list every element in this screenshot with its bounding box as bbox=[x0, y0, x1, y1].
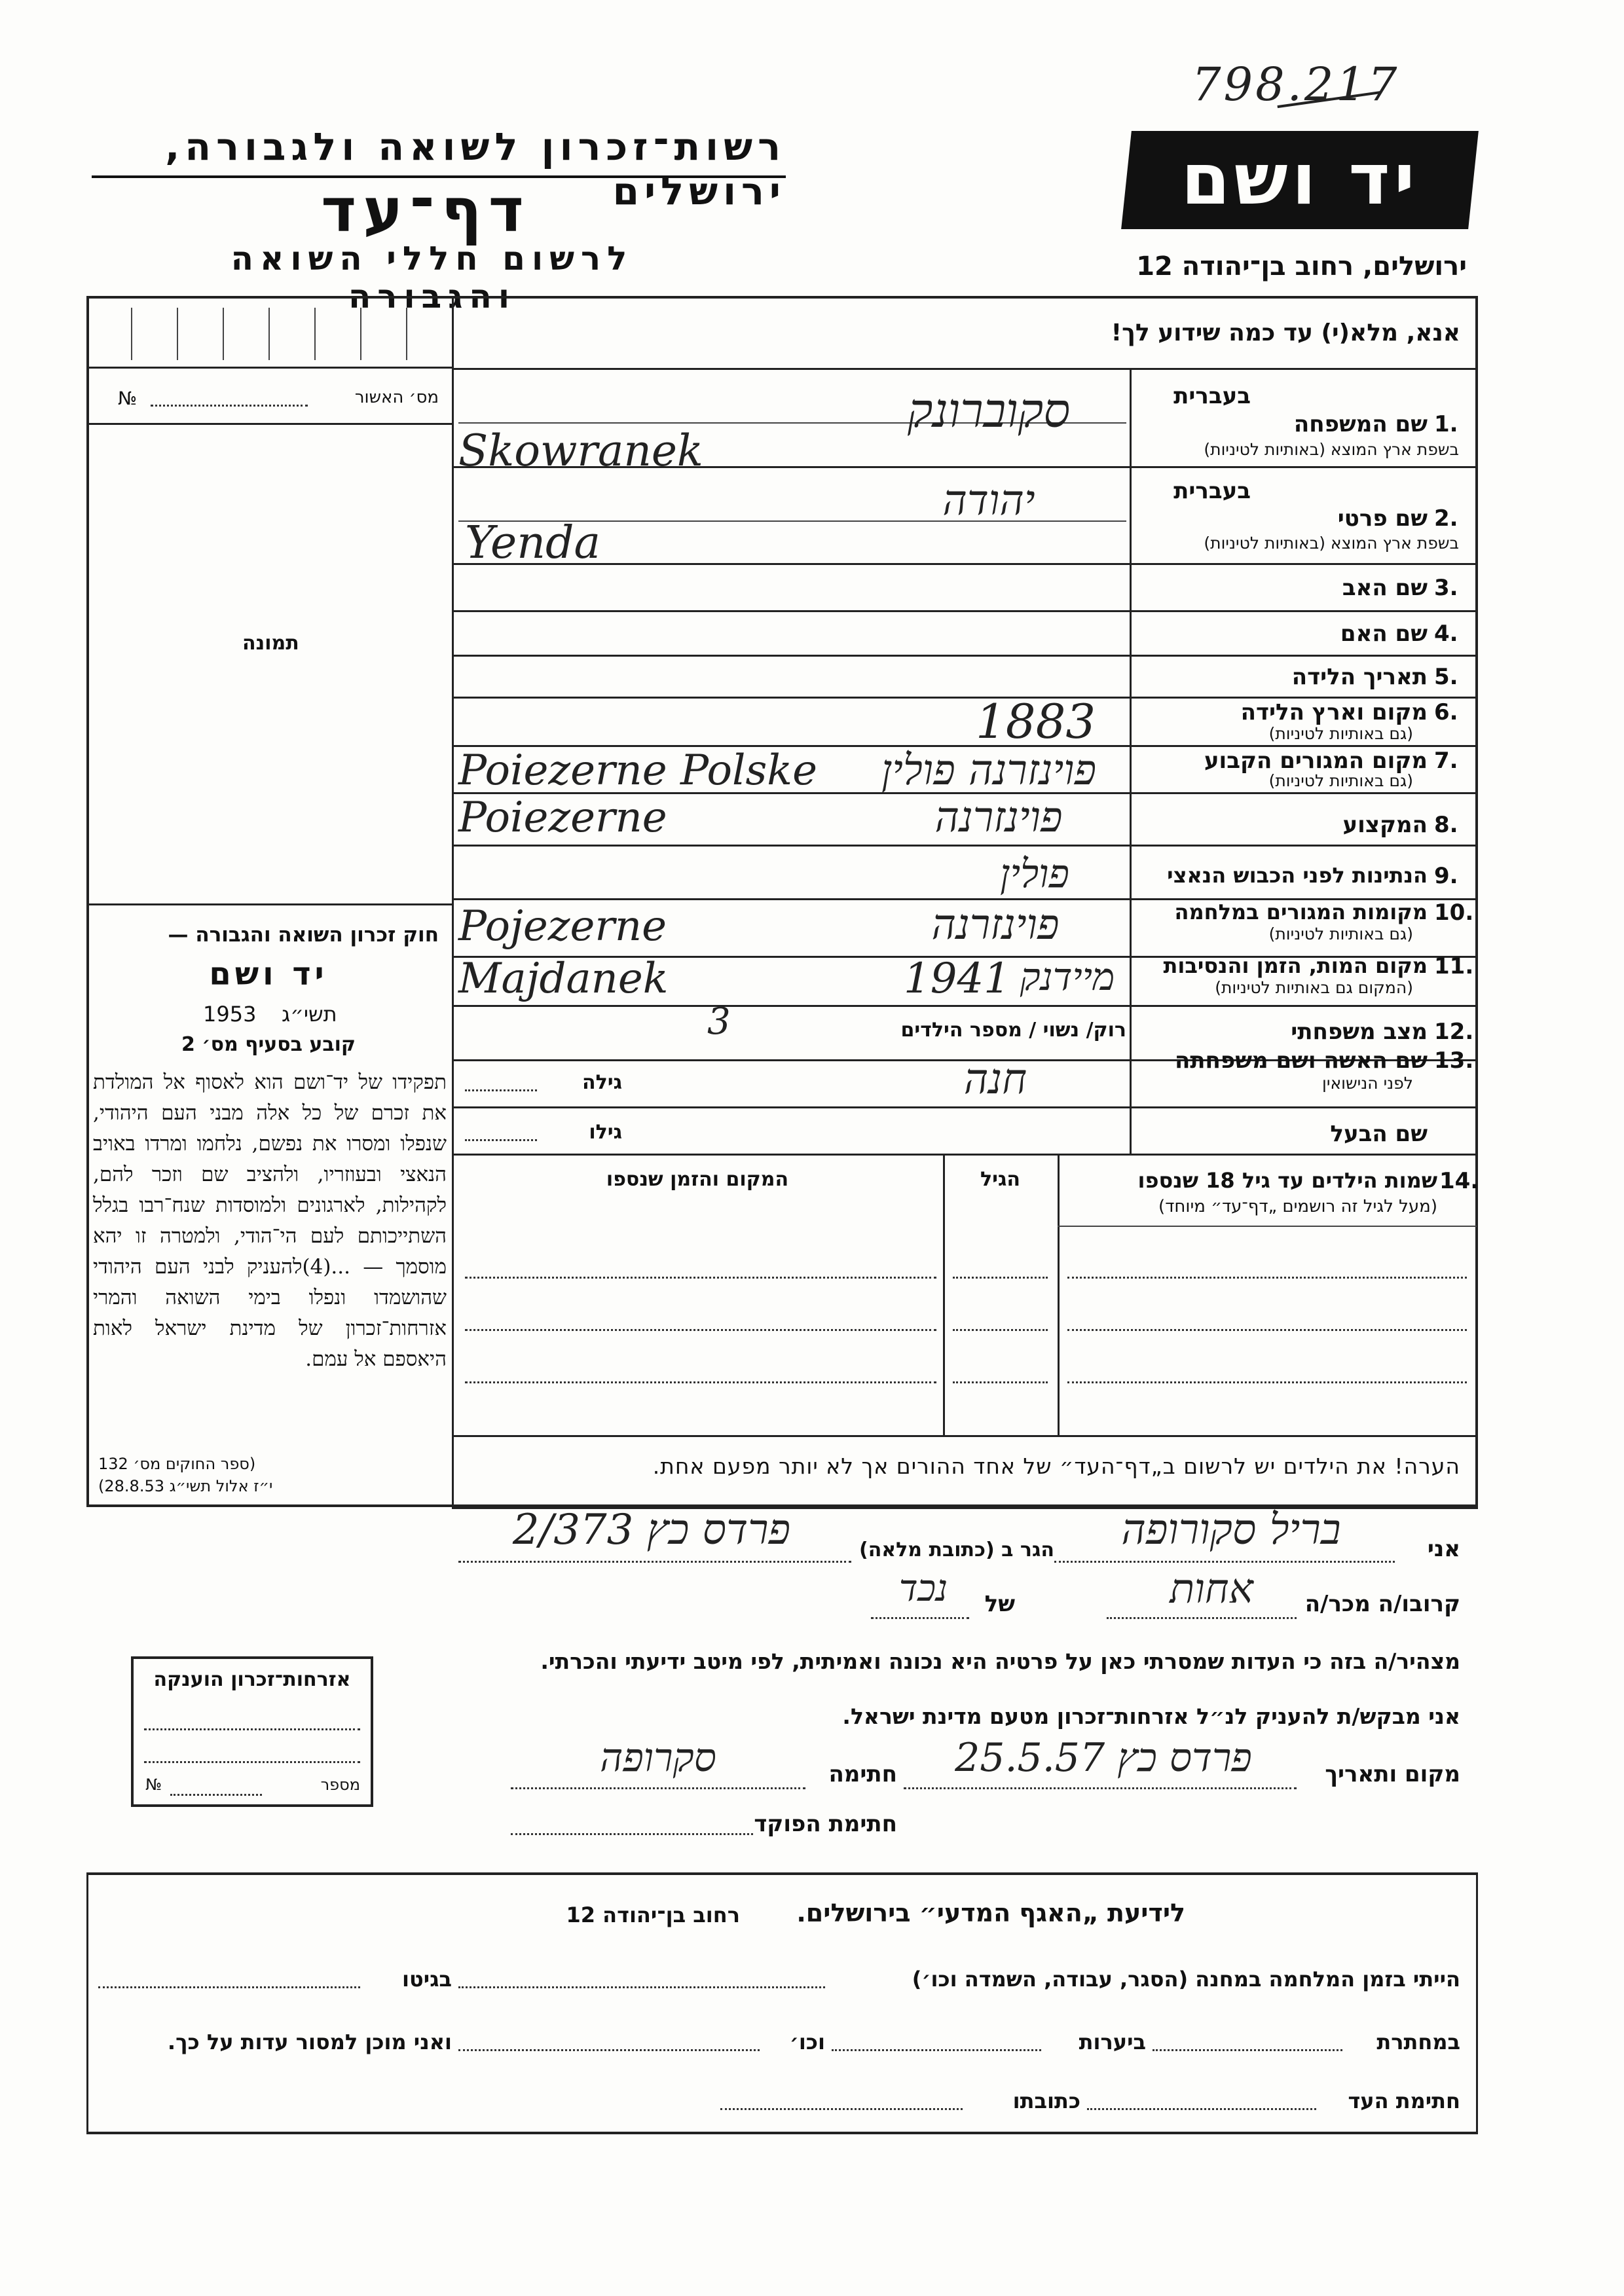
footer-line1-end: בגיטו bbox=[402, 1967, 452, 1992]
decl-relation[interactable]: אחות bbox=[1170, 1565, 1253, 1613]
logo-text: יד ושם bbox=[1181, 139, 1419, 221]
field-10-value-hebrew[interactable]: פוינזרנה bbox=[931, 901, 1060, 949]
citizenship-line-2[interactable] bbox=[144, 1761, 360, 1763]
footer-line2-end: ואני מוכן למסור עדות על כך. bbox=[167, 2030, 452, 2054]
field-1-note: בשפת ארץ המוצא (באותיות לטיניות) bbox=[1204, 440, 1459, 459]
field-10-label: מקומות המגורים במלחמה bbox=[1174, 900, 1428, 924]
form-subtitle: לרשום חללי השואה והגבורה bbox=[231, 240, 634, 316]
husband-age-label: גילו bbox=[589, 1121, 622, 1144]
footer-witness-address-field[interactable] bbox=[720, 2108, 963, 2110]
husband-label: שם הבעל bbox=[1330, 1121, 1428, 1147]
field-11-num: 11. bbox=[1434, 953, 1474, 979]
child-row-2-name[interactable] bbox=[1067, 1329, 1467, 1331]
field-4-num: 4. bbox=[1434, 621, 1458, 647]
remark: הערה! את הילדים יש לרשום ב„דף־העד״ של אחד ההורים אך לא יותר מפעם אחת. bbox=[652, 1453, 1460, 1479]
header-address: ירושלים, רחוב בן־יהודה 12 bbox=[1136, 251, 1467, 282]
decl-relative-label: קרובו/ה מכר/ה bbox=[1304, 1591, 1460, 1617]
footer-address: רחוב בן־יהודה 12 bbox=[566, 1903, 740, 1927]
decl-place-date[interactable]: פרדס כץ 25.5.57 bbox=[955, 1735, 1252, 1781]
field-1-value-hebrew[interactable]: סקוברונק bbox=[907, 383, 1071, 438]
field-10-value-latin[interactable]: Pojezerne bbox=[458, 902, 667, 951]
field-6-num: 6. bbox=[1434, 699, 1458, 725]
photo-label: תמונה bbox=[242, 632, 299, 655]
field-13-note: לפני הנישואין bbox=[1322, 1074, 1413, 1093]
children-col-place: המקום והזמן שנספו bbox=[606, 1168, 789, 1191]
field-2-note: בשפת ארץ המוצא (באותיות לטיניות) bbox=[1204, 534, 1459, 553]
child-row-1-age[interactable] bbox=[953, 1277, 1048, 1279]
field-9-num: 9. bbox=[1434, 863, 1458, 889]
decl-name[interactable]: בריל סקורופה bbox=[1121, 1506, 1341, 1554]
footer-line2-b: ביערות bbox=[1079, 2030, 1146, 2054]
field-6-note: (גם באותיות לטיניות) bbox=[1268, 724, 1413, 743]
field-13-age-field[interactable] bbox=[465, 1089, 537, 1091]
field-7-label: מקום המגורים הקבוע bbox=[1204, 748, 1428, 774]
field-4-label: שם האם bbox=[1340, 621, 1428, 647]
footer-forests-field[interactable] bbox=[832, 2049, 1041, 2051]
footer-line1-start: הייתי בזמן המלחמה במחנה (הסגר, עבודה, השמדה וכו׳) bbox=[912, 1967, 1460, 1992]
law-date: י״ז אלול תשי״ג 28.8.53) bbox=[98, 1477, 273, 1495]
field-8-num: 8. bbox=[1434, 812, 1458, 838]
children-note: (מעל לגיל זה רושמים „דף־עד״ מיוחד) bbox=[1158, 1197, 1437, 1216]
field-7-note: (גם באותיות לטיניות) bbox=[1268, 771, 1413, 790]
field-7-value-hebrew[interactable]: פוינזרנה פולין bbox=[881, 746, 1097, 795]
cert-number-field[interactable] bbox=[151, 405, 308, 407]
law-hebrew-year: תשי״ג bbox=[282, 1002, 337, 1027]
field-2-value-hebrew[interactable]: יהודה bbox=[942, 477, 1035, 525]
field-8-value-latin[interactable]: Poiezerne bbox=[458, 793, 667, 842]
footer-underground-field[interactable] bbox=[1153, 2049, 1342, 2051]
footer-line3-b: כתובתו bbox=[1012, 2088, 1080, 2113]
decl-relation-of[interactable]: נכד bbox=[898, 1567, 948, 1610]
children-num: 14. bbox=[1439, 1168, 1479, 1194]
footer-line2-a: במחתרת bbox=[1376, 2030, 1460, 2054]
decl-of-label: של bbox=[984, 1591, 1015, 1617]
field-12-num: 12. bbox=[1434, 1019, 1474, 1045]
field-1-label: שם המשפחה bbox=[1293, 411, 1428, 437]
decl-official-signature-label: חתימת הפוקד bbox=[754, 1811, 897, 1837]
footer-camp-field[interactable] bbox=[458, 1986, 825, 1988]
field-9-label: הנתינות לפני הכבוש הנאצי bbox=[1167, 863, 1428, 888]
children-label: שמות הילדים עד גיל 18 שנספו bbox=[1137, 1168, 1437, 1193]
footer-line2-c: וכו׳ bbox=[789, 2030, 825, 2054]
citizenship-number-field[interactable] bbox=[170, 1794, 262, 1796]
field-12-value[interactable]: 3 bbox=[707, 1000, 731, 1043]
children-col-age: הגיל bbox=[980, 1168, 1020, 1191]
child-row-2-age[interactable] bbox=[953, 1329, 1048, 1331]
law-title: חוק זכרון השואה והגבורה — bbox=[168, 923, 439, 947]
field-1-num: 1. bbox=[1434, 411, 1458, 437]
decl-i-label: אני bbox=[1427, 1536, 1460, 1562]
left-column-divider bbox=[452, 296, 454, 1507]
child-row-3-place[interactable] bbox=[465, 1381, 936, 1383]
footer-line3-a: חתימת העד bbox=[1348, 2088, 1460, 2113]
photo-area bbox=[92, 426, 451, 897]
form-title: דף־עד bbox=[321, 175, 530, 246]
field-3-num: 3. bbox=[1434, 575, 1458, 601]
field-1-heb-tag: בעברית bbox=[1173, 383, 1251, 409]
cert-no-label: № bbox=[118, 388, 138, 409]
footer-witness-signature-field[interactable] bbox=[1087, 2108, 1316, 2110]
decl-resides-label: הגר ב (כתובת מלאה) bbox=[858, 1539, 1054, 1561]
law-text: תפקידו של יד־ושם הוא לאסוף אל המולדת את זכרם של כל אלה מבני העם היהודי, שנפלו ומסרו את נפשם, נלחמו ומרדו באויב הנאצי ובעוזריו, ולהציב שם וזכר להם, לקהילות, לארגונים ולמוסדות שנח־רבו בגלל השתייכותם לעם הי־הודי, ולמטרה זו יהא מוסמך — ...(4)להעניק לבני העם היהודי שהושמדו ונפלו בימי השואה והמרי אזרחות־זכרון של מדינת ישראל לאות היאספם אל עמם. bbox=[93, 1070, 447, 1371]
decl-request: אני מבקש/ת להעניק לנ״ל אזרחות־זכרון מטעם מדינת ישראל. bbox=[842, 1704, 1460, 1729]
citizenship-no-label: № bbox=[145, 1776, 162, 1794]
field-11-label: מקום המות, הזמן והנסיבות bbox=[1163, 953, 1428, 978]
field-2-num: 2. bbox=[1434, 505, 1458, 532]
footer-title: לידיעת „האגף המדעי״ בירושלים. bbox=[796, 1899, 1185, 1927]
field-11-value-year[interactable]: 1941 bbox=[904, 955, 1010, 1003]
child-row-3-name[interactable] bbox=[1067, 1381, 1467, 1383]
field-1-value-latin[interactable]: Skowranek bbox=[458, 426, 703, 476]
field-12-label: מצב משפחתי bbox=[1291, 1019, 1428, 1045]
field-6-value[interactable]: 1883 bbox=[976, 694, 1096, 749]
field-7-value-latin[interactable]: Poiezerne Polske bbox=[458, 746, 817, 795]
field-5-value[interactable] bbox=[458, 659, 1126, 694]
archive-number: 798.217 bbox=[1192, 58, 1400, 111]
org-name: רשות־זכרון לשואה ולגבורה, ירושלים bbox=[165, 124, 786, 213]
field-7-num: 7. bbox=[1434, 748, 1458, 774]
field-2-label: שם פרטי bbox=[1337, 505, 1428, 532]
field-2-value-latin[interactable]: Yenda bbox=[465, 517, 601, 569]
law-clause: קובע בסעיף מס׳ 2 bbox=[181, 1033, 356, 1056]
child-row-1-place[interactable] bbox=[465, 1277, 936, 1279]
decl-signature-label: חתימה bbox=[828, 1761, 897, 1787]
decl-official-signature-field[interactable] bbox=[511, 1833, 753, 1835]
field-6-label: מקום וארץ הלידה bbox=[1240, 699, 1428, 725]
cert-label: מס׳ האשור bbox=[354, 388, 439, 407]
child-row-3-age[interactable] bbox=[953, 1381, 1048, 1383]
decl-address[interactable]: פרדס כץ 2/373 bbox=[512, 1506, 791, 1554]
field-11-value-hebrew[interactable]: מיידנק bbox=[1020, 955, 1115, 999]
field-3-label: שם האב bbox=[1342, 575, 1428, 601]
decl-signature[interactable]: סקרופה bbox=[600, 1735, 716, 1781]
decl-place-date-label: מקום ותאריך bbox=[1325, 1761, 1460, 1787]
field-13-label: שם האשה ושם משפחתה bbox=[1174, 1048, 1428, 1074]
field-13-age-label: גילה bbox=[582, 1071, 622, 1094]
law-ref: (ספר החוקים מס׳ 132 bbox=[98, 1455, 256, 1473]
decl-statement: מצהיר/ה בזה כי העדות שמסרתי כאן על פרטיה היא נכונה ואמיתית, לפי מיטב ידיעתי והכרתי. bbox=[540, 1649, 1460, 1674]
law-year: 1953 bbox=[203, 1002, 257, 1027]
field-8-label: המקצוע bbox=[1342, 812, 1428, 838]
instructions: אנא, מלא(י) עד כמה שידוע לך! bbox=[1111, 319, 1460, 346]
field-13-num: 13. bbox=[1434, 1048, 1474, 1074]
field-9-value[interactable]: פולין bbox=[1000, 851, 1069, 897]
footer-etc-field[interactable] bbox=[458, 2049, 760, 2051]
child-row-2-place[interactable] bbox=[465, 1329, 936, 1331]
footer-ghetto-field[interactable] bbox=[98, 1986, 360, 1988]
field-3-value[interactable] bbox=[458, 570, 1126, 608]
citizenship-number-label: מספר bbox=[320, 1776, 360, 1794]
label-column-divider bbox=[1130, 368, 1132, 1154]
field-2-heb-tag: בעברית bbox=[1173, 478, 1251, 504]
law-logo: יד ושם bbox=[209, 956, 328, 993]
citizenship-title: אזרחות־זכרון הוענקה bbox=[153, 1668, 351, 1691]
field-10-num: 10. bbox=[1434, 900, 1474, 926]
field-8-value-hebrew[interactable]: פוינזרנה bbox=[934, 793, 1063, 842]
husband-age-field[interactable] bbox=[465, 1139, 537, 1141]
field-11-value-latin[interactable]: Majdanek bbox=[458, 955, 669, 1003]
field-5-label: תאריך הלידה bbox=[1291, 664, 1428, 690]
field-10-note: (גם באותיות לטיניות) bbox=[1268, 924, 1413, 943]
citizenship-line-1[interactable] bbox=[144, 1728, 360, 1730]
field-11-note: (המקום גם באותיות לטיניות) bbox=[1215, 978, 1413, 997]
field-13-value[interactable]: חנה bbox=[963, 1055, 1027, 1104]
field-4-value[interactable] bbox=[458, 615, 1126, 652]
field-12-options[interactable]: רוק/ נשוי / מספר הילדים bbox=[900, 1019, 1126, 1042]
child-row-1-name[interactable] bbox=[1067, 1277, 1467, 1279]
field-5-num: 5. bbox=[1434, 664, 1458, 690]
